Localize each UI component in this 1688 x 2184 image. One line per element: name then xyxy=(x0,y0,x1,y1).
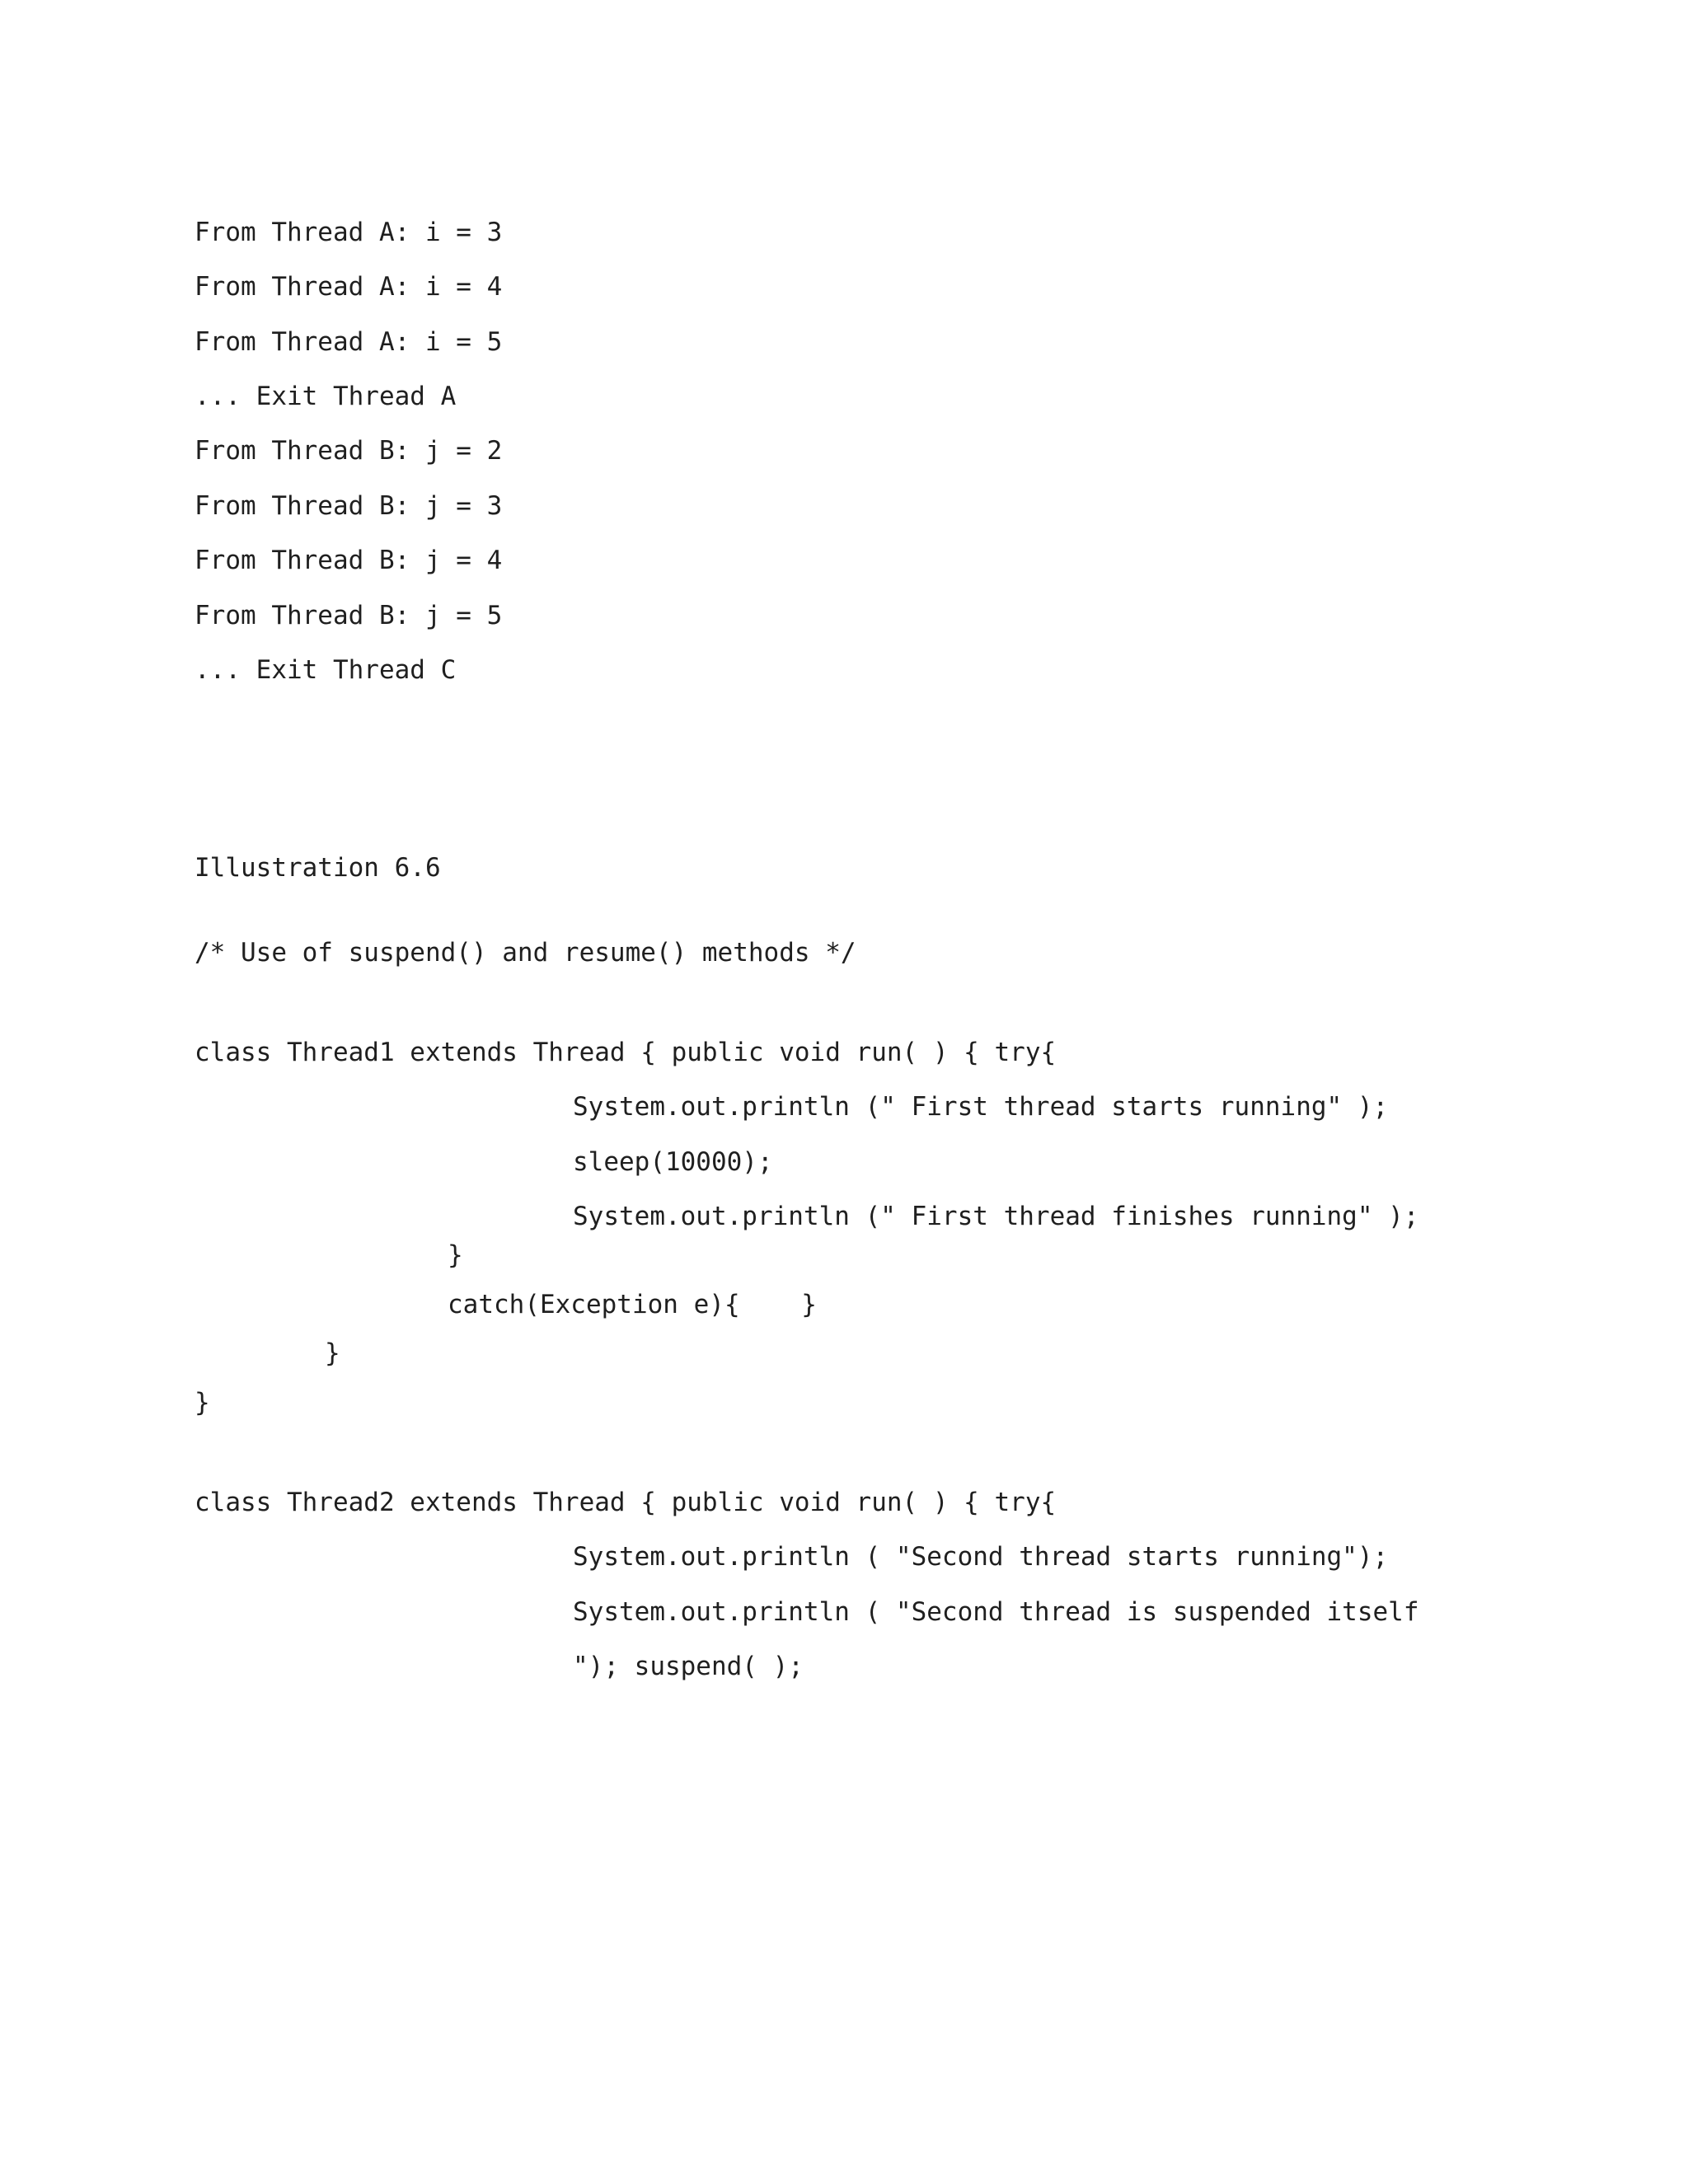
output-line: From Thread B: j = 2 xyxy=(195,436,503,466)
code-line: System.out.println ( "Second thread is suspended itself xyxy=(573,1597,1419,1627)
code-line: System.out.println ( "Second thread starts running"); xyxy=(573,1542,1389,1572)
code-line: sleep(10000); xyxy=(573,1147,773,1177)
code-line: System.out.println (" First thread finishes running" ); xyxy=(573,1202,1419,1231)
code-line: catch(Exception e){ } xyxy=(448,1290,817,1319)
output-line: From Thread A: i = 4 xyxy=(195,272,503,302)
code-line: } xyxy=(325,1338,340,1368)
output-line: From Thread B: j = 3 xyxy=(195,491,503,521)
output-line: ... Exit Thread A xyxy=(195,382,457,411)
output-line: From Thread B: j = 5 xyxy=(195,601,503,630)
code-line: class Thread1 extends Thread { public void run( ) { try{ xyxy=(195,1038,1057,1067)
code-line: } xyxy=(195,1388,210,1418)
illustration-title: Illustration 6.6 xyxy=(195,853,441,883)
code-line: System.out.println (" First thread starts running" ); xyxy=(573,1092,1389,1122)
output-line: ... Exit Thread C xyxy=(195,655,457,685)
code-line: "); suspend( ); xyxy=(573,1652,804,1681)
code-line: class Thread2 extends Thread { public void run( ) { try{ xyxy=(195,1488,1057,1517)
output-line: From Thread B: j = 4 xyxy=(195,546,503,575)
code-line: } xyxy=(448,1240,463,1270)
code-comment: /* Use of suspend() and resume() methods */ xyxy=(195,938,856,968)
output-line: From Thread A: i = 3 xyxy=(195,218,503,247)
output-line: From Thread A: i = 5 xyxy=(195,327,503,357)
